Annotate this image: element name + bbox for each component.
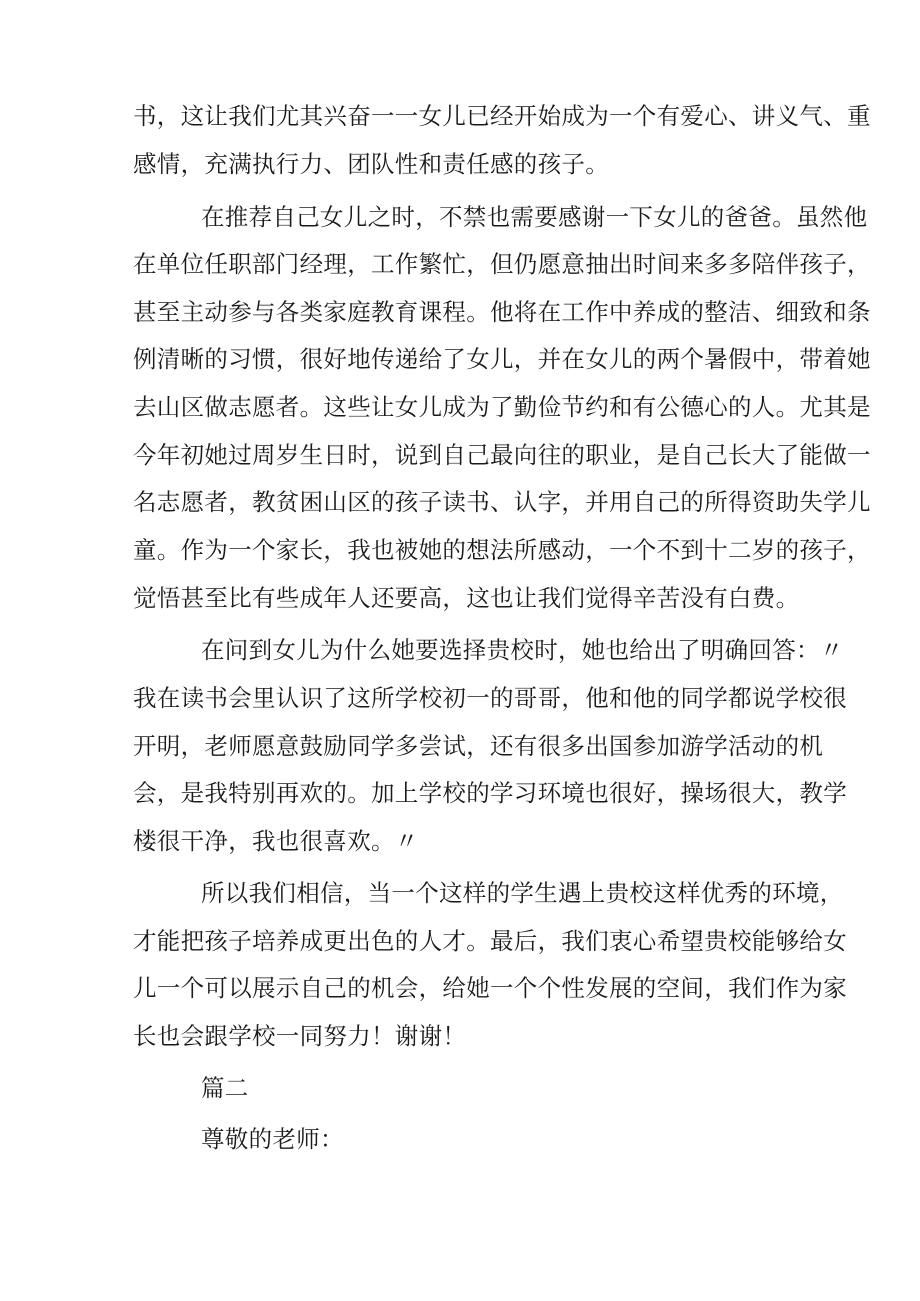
text-line: 会，是我特别再欢的。加上学校的学习环境也很好，操场很大，教学	[133, 779, 847, 807]
text-line: 楼很干净，我也很喜欢。〃	[133, 827, 419, 855]
text-line: 在推荐自己女儿之时，不禁也需要感谢一下女儿的爸爸。虽然他	[201, 203, 868, 231]
text-line: 今年初她过周岁生日时，说到自己最向往的职业，是自己长大了能做一	[133, 441, 871, 469]
text-line: 长也会跟学校一同努力！谢谢！	[133, 1022, 467, 1050]
text-line: 书，这让我们尤其兴奋一一女儿已经开始成为一个有爱心、讲义气、重	[133, 102, 871, 130]
text-line: 去山区做志愿者。这些让女儿成为了勤俭节约和有公德心的人。尤其是	[133, 393, 871, 421]
text-line: 在问到女儿为什么她要选择贵校时，她也给出了明确回答：〃	[201, 636, 844, 664]
text-line: 例清晰的习惯，很好地传递给了女儿，并在女儿的两个暑假中，带着她	[133, 345, 871, 373]
text-line: 童。作为一个家长，我也被她的想法所感动，一个不到十二岁的孩子，	[133, 536, 871, 564]
section-heading: 篇二	[201, 1074, 249, 1102]
text-line: 儿一个可以展示自己的机会，给她一个个性发展的空间，我们作为家	[133, 974, 847, 1002]
text-line: 我在读书会里认识了这所学校初一的哥哥，他和他的同学都说学校很	[133, 684, 847, 712]
text-line: 开明，老师愿意鼓励同学多尝试，还有很多出国参加游学活动的机	[133, 732, 824, 760]
salutation: 尊敬的老师：	[201, 1125, 344, 1153]
text-line: 才能把孩子培养成更出色的人才。最后，我们衷心希望贵校能够给女	[133, 927, 847, 955]
text-line: 甚至主动参与各类家庭教育课程。他将在工作中养成的整洁、细致和条	[133, 298, 871, 326]
text-line: 所以我们相信，当一个这样的学生遇上贵校这样优秀的环境，	[201, 879, 844, 907]
text-line: 感情，充满执行力、团队性和责任感的孩子。	[133, 150, 609, 178]
text-line: 觉悟甚至比有些成年人还要高，这也让我们觉得辛苦没有白费。	[133, 584, 800, 612]
text-line: 在单位任职部门经理，工作繁忙，但仍愿意抽出时间来多多陪伴孩子，	[133, 250, 871, 278]
text-line: 名志愿者，教贫困山区的孩子读书、认字，并用自己的所得资助失学儿	[133, 488, 871, 516]
